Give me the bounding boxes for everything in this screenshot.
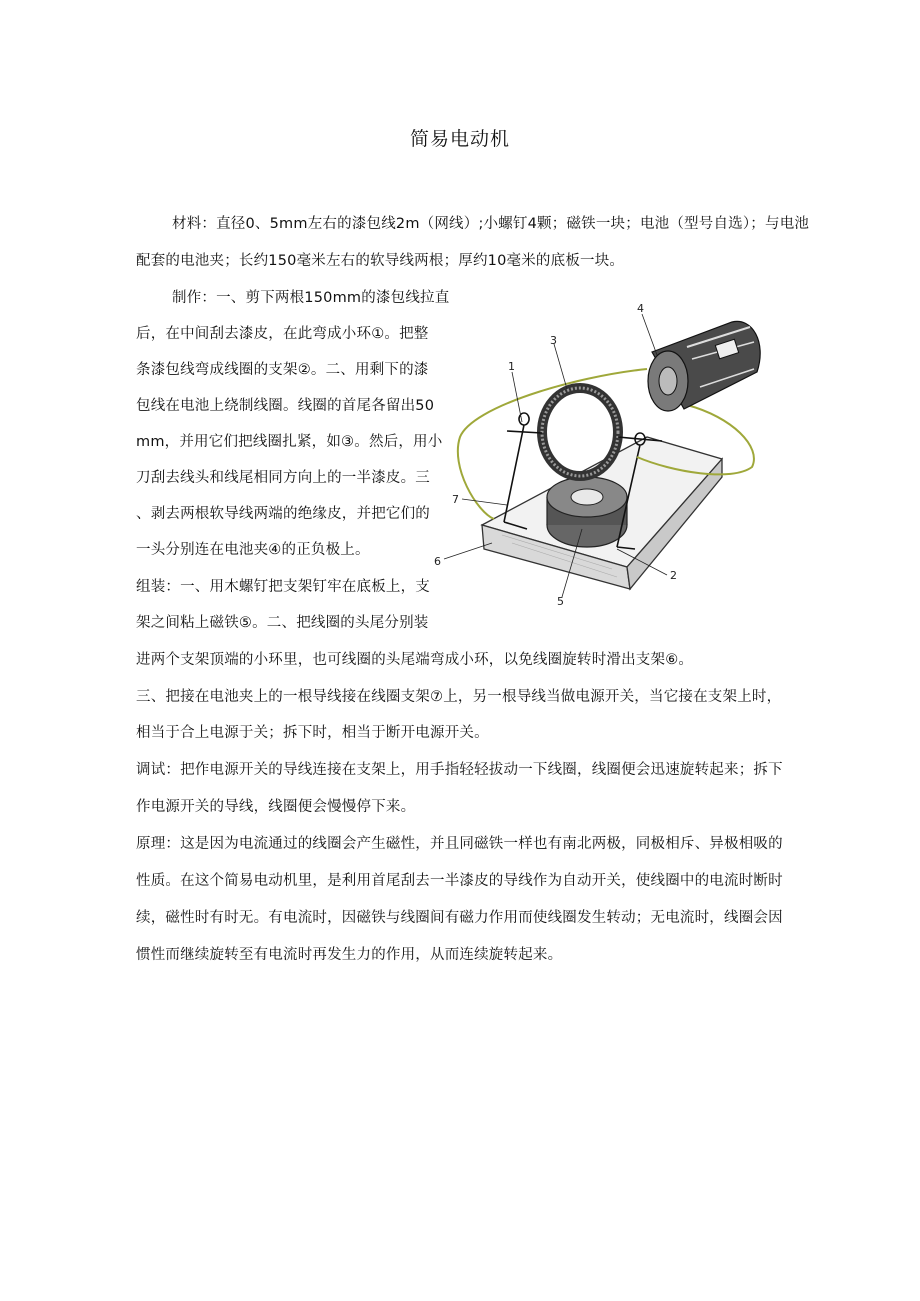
- text-line: 一头分别连在电池夹④的正负极上。: [136, 542, 370, 558]
- text-line: 进两个支架顶端的小环里，也可线圈的头尾端弯成小环，以免线圈旋转时滑出支架⑥。: [136, 652, 694, 668]
- callout-6: 6: [434, 555, 441, 568]
- text-line: 组装：一、用木螺钉把支架钉牢在底板上，支: [136, 579, 430, 595]
- callout-5: 5: [557, 595, 564, 608]
- battery-clip: [648, 321, 760, 411]
- callout-2: 2: [670, 569, 677, 582]
- magnet: [547, 477, 627, 547]
- text-line: 三、把接在电池夹上的一根导线接在线圈支架⑦上，另一根导线当做电源开关，当它接在支架上时，: [136, 689, 782, 705]
- text-line: 制作：一、剪下两根150mm的漆包线拉直: [172, 290, 450, 306]
- motor-diagram: [432, 297, 777, 612]
- text-line: mm，并用它们把线圈扎紧，如③。然后，用小: [136, 434, 443, 450]
- text-line: 性质。在这个简易电动机里，是利用首尾刮去一半漆皮的导线作为自动开关，使线圈中的电流时断时: [136, 873, 783, 889]
- text-line: 架之间粘上磁铁⑤。二、把线圈的头尾分别装: [136, 615, 429, 631]
- text-line: 配套的电池夹；长约150毫米左右的软导线两根；厚约10毫米的底板一块。: [136, 253, 625, 269]
- text-line: 条漆包线弯成线圈的支架②。二、用剩下的漆: [136, 362, 429, 378]
- text-line: 相当于合上电源于关；拆下时，相当于断开电源开关。: [136, 725, 489, 741]
- text-line: 原理：这是因为电流通过的线圈会产生磁性，并且同磁铁一样也有南北两极，同极相斥、异极相吸的: [136, 836, 783, 852]
- text-line: 调试：把作电源开关的导线连接在支架上，用手指轻轻拔动一下线圈，线圈便会迅速旋转起来；拆下: [136, 762, 783, 778]
- callout-3: 3: [550, 334, 557, 347]
- callout-4: 4: [637, 302, 644, 315]
- text-line: 续，磁性时有时无。有电流时，因磁铁与线圈间有磁力作用而使线圈发生转动；无电流时，线圈会因: [136, 910, 783, 926]
- text-line: 刀刮去线头和线尾相同方向上的一半漆皮。三: [136, 470, 430, 486]
- text-line: 惯性而继续旋转至有电流时再发生力的作用，从而连续旋转起来。: [136, 947, 563, 963]
- callout-1: 1: [508, 360, 515, 373]
- callout-7: 7: [452, 493, 459, 506]
- text-line: 作电源开关的导线，线圈便会慢慢停下来。: [136, 799, 416, 815]
- text-line: 后，在中间刮去漆皮，在此弯成小环①。把整: [136, 326, 429, 342]
- page-title: 简易电动机: [409, 128, 510, 150]
- text-line: 、剥去两根软导线两端的绝缘皮，并把它们的: [136, 506, 430, 522]
- text-line: 包线在电池上绕制线圈。线圈的首尾各留出50: [136, 398, 435, 414]
- text-line: 材料：直径0、5mm左右的漆包线2m（网线）;小螺钉4颗；磁铁一块；电池（型号自选）；与电池: [172, 216, 810, 232]
